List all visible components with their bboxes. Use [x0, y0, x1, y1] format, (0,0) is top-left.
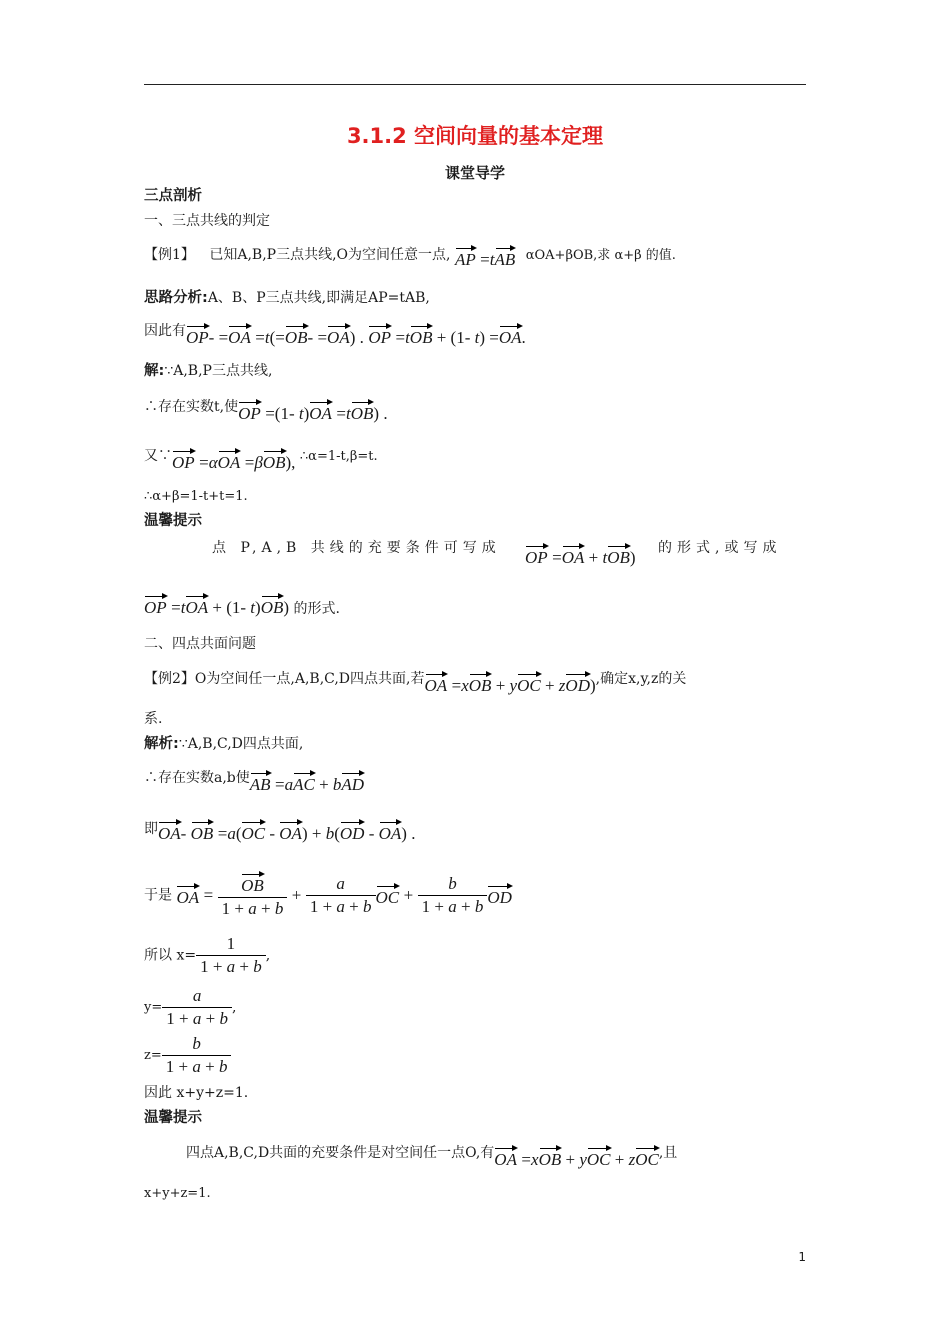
solution1-line2: ∴存在实数t,使OP =(1- t)OA =tOB) .: [144, 399, 388, 423]
example1-formula: AP =tAB: [455, 253, 515, 269]
tip2-end: x+y+z=1.: [144, 1186, 211, 1201]
example2-tail: ,确定x,y,z的关: [595, 671, 687, 687]
example1-label: 【例1】: [144, 247, 195, 263]
analysis2-line2-text: ∴存在实数a,b使: [144, 770, 250, 786]
example1-text: 已知A,B,P三点共线,O为空间任意一点,: [209, 247, 451, 263]
analysis2-label: 解析:: [144, 736, 179, 752]
x-value: 所以 x= $\frac{1}{1 + a + b}$ ,: [144, 934, 271, 977]
analysis1: [144, 290, 430, 307]
analysis1-label: 思路分析:: [144, 290, 208, 306]
tip1-label: 温馨提示: [144, 513, 202, 529]
example1: [144, 240, 676, 269]
header-rule: [144, 84, 806, 85]
solution1-line1: [144, 363, 272, 380]
tip1-text3: 的形式.: [293, 601, 340, 617]
example2-text: O为空间任一点,A,B,C,D四点共面,若: [194, 671, 425, 687]
again-text: 又∵: [144, 448, 172, 464]
y-eq-text: y=: [144, 1000, 163, 1016]
thus-line: 于是 OA = $\frac{OB}{1 + a + b}$ + $\frac{a}{1 + a + b}$ OC + $\frac{b}{1 + a + b}$ OD: [144, 874, 512, 919]
therefore-have: 因此有: [144, 323, 186, 339]
tip2-text: 四点A,B,C,D共面的充要条件是对空间任一点O,有: [186, 1145, 495, 1161]
example1-tail: αOA+βOB,求 α+β 的值.: [525, 248, 676, 263]
conclusion2: 因此 x+y+z=1.: [144, 1085, 249, 1101]
thus-text: 于是: [144, 887, 172, 904]
part2-heading: 二、四点共面问题: [144, 636, 256, 652]
tip2-label: 温馨提示: [144, 1110, 202, 1126]
example2-label: 【例2】: [144, 671, 195, 687]
analysis1-formula: 因此有OP- =OA =t(=OB- =OA) . OP =tOB + (1- t) =OA.: [144, 323, 526, 347]
analysis2-text: ∵A,B,C,D四点共面,: [178, 736, 304, 752]
analysis2-line1: [144, 736, 303, 753]
namely-text: 即: [144, 821, 158, 837]
tip2-tail: ,且: [658, 1145, 678, 1161]
page-title: 3.1.2 空间向量的基本定理: [346, 124, 604, 148]
solution1-label: 解:: [144, 363, 165, 379]
tip1-formula1: OP =OA + tOB): [525, 544, 636, 568]
example2-end: 系.: [144, 711, 163, 727]
so-x-text: 所以 x=: [144, 947, 197, 964]
z-value: z= $\frac{b}{1 + a + b}$: [144, 1034, 231, 1078]
z-eq-text: z=: [144, 1048, 162, 1064]
tip1-formula2: OP =tOA + (1- t)OB) 的形式.: [144, 594, 340, 618]
part1-heading: 一、三点共线的判定: [144, 213, 270, 229]
again-tail: ∴α=1-t,β=t.: [299, 449, 378, 464]
tip2-line: 四点A,B,C,D共面的充要条件是对空间任一点O,有OA =xOB + yOC + zOC,且: [186, 1145, 678, 1169]
solution1-line2-text: ∴存在实数t,使: [144, 399, 239, 415]
page-subtitle: 课堂导学: [444, 164, 505, 182]
tip1-text2: 的形式,或写成: [658, 540, 782, 556]
solution1-line3: 又∵OP =αOA =βOB), ∴α=1-t,β=t.: [144, 448, 378, 472]
tip1-text: 点 P,A,B 共线的充要条件可写成: [212, 540, 501, 556]
section-heading: 三点剖析: [144, 188, 202, 204]
solution1-text: ∵A,B,P三点共线,: [164, 363, 273, 379]
analysis2-line2: ∴存在实数a,b使AB =aAC + bAD: [144, 770, 365, 794]
y-value: y= $\frac{a}{1 + a + b}$ ,: [144, 986, 237, 1029]
example2: 【例2】O为空间任一点,A,B,C,D四点共面,若OA =xOB + yOC + zOD),确定x,y,z的关: [144, 671, 687, 695]
analysis1-text: A、B、P三点共线,即满足AP=tAB,: [207, 290, 430, 306]
page-number: 1: [798, 1250, 806, 1264]
namely-line: 即OA- OB =a(OC - OA) + b(OD - OA) .: [144, 821, 416, 843]
result1: ∴α+β=1-t+t=1.: [144, 489, 248, 504]
